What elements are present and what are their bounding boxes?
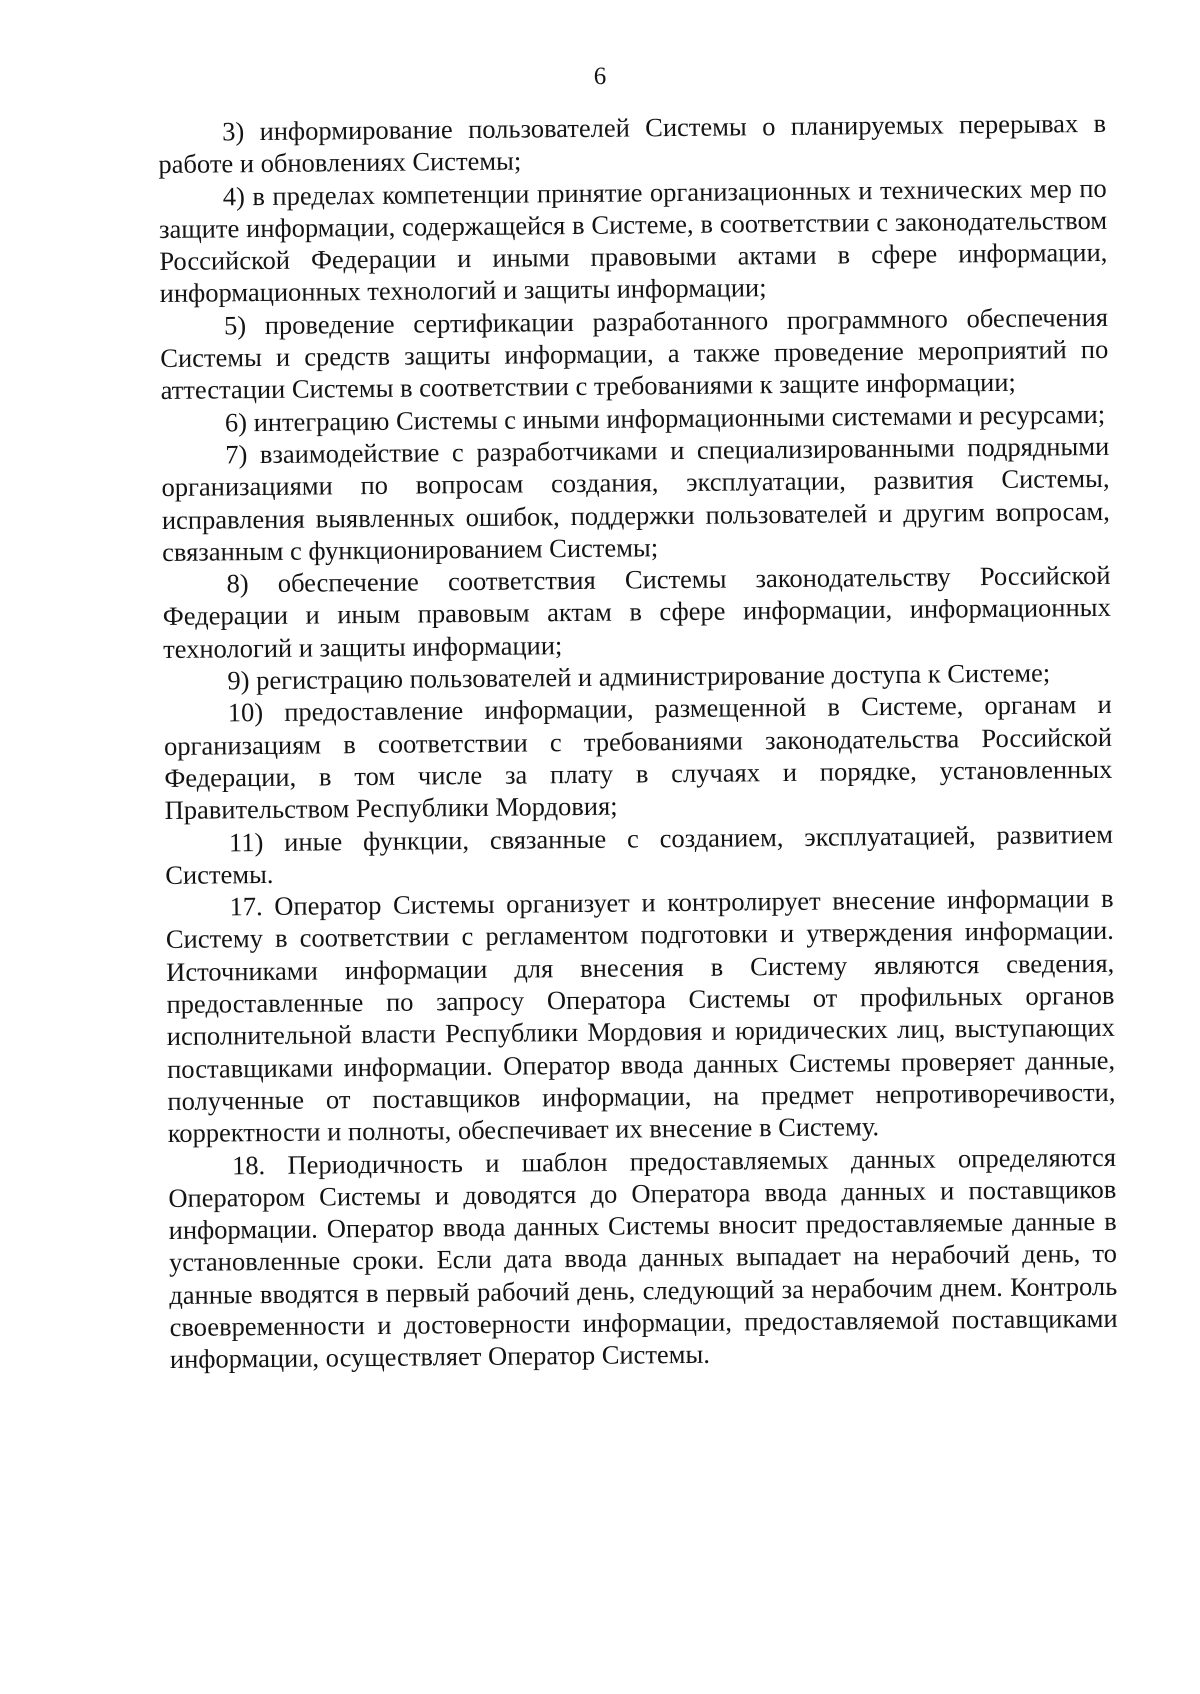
list-item-11: 11) иные функции, связанные с созданием, эксплуатацией, развитием Системы.	[165, 818, 1114, 890]
list-item-7: 7) взаимодействие с разработчиками и специализированными подрядными организациями по вопросам создания, эксплуатации, развития Системы, исправления выявленных ошибок, поддержки пользователей и другим вопросам, связанным с функционированием Системы;	[161, 430, 1110, 567]
document-body	[158, 107, 1118, 1376]
section-18: 18. Периодичность и шаблон предоставляемых данных определяются Оператором Системы и доводятся до Оператора ввода данных и поставщиков информации. Оператор ввода данных Системы вносит предоставляемые данные в установленные сроки. Если дата ввода данных выпадает на нерабочий день, то данные вводятся в первый рабочий день, следующий за нерабочим днем. Контроль своевременности и достоверности информации, предоставляемой поставщиками информации, осуществляет Оператор Системы.	[168, 1141, 1118, 1375]
list-item-3: 3) информирование пользователей Системы о планируемых перерывах в работе и обновлениях Системы;	[158, 107, 1107, 180]
list-item-4: 4) в пределах компетенции принятие организационных и технических мер по защите информации, содержащейся в Системе, в соответствии с законодательством Российской Федерации и иными правовыми актами в сфере информации, информационных технологий и защиты информации;	[158, 172, 1108, 309]
list-item-10: 10) предоставление информации, размещенной в Системе, органам и организациям в соответствии с требованиями законодательства Российской Федерации, в том числе за плату в случаях и порядке, установленных Правительством Республики Мордовия;	[163, 689, 1113, 826]
page-number: 6	[593, 63, 607, 90]
list-item-5: 5) проведение сертификации разработанного программного обеспечения Системы и средств защиты информации, а также проведение мероприятий по аттестации Системы в соответствии с требованиями к защите информации;	[160, 301, 1109, 406]
list-item-8: 8) обеспечение соответствия Системы законодательству Российской Федерации и иным правовым актам в сфере информации, информационных технологий и защиты информации;	[162, 560, 1111, 664]
list-item-9: 9) регистрацию пользователей и администрирование доступа к Системе;	[227, 657, 1051, 696]
list-item-6: 6) интеграцию Системы с иными информационными системами и ресурсами;	[224, 398, 1106, 438]
section-17: 17. Оператор Системы организует и контролирует внесение информации в Систему в соответствии с регламентом подготовки и утверждения информации. Источниками информации для внесения в Систему являются сведения, предоставленные по запросу Оператора Системы от профильных органов исполнительной власти Республики Мордовия и юридических лиц, выступающих поставщиками информации. Оператор ввода данных Системы проверяет данные, полученные от поставщиков информации, на предмет непротиворечивости, корректности и полноты, обеспечивает их внесение в Систему.	[165, 882, 1116, 1149]
